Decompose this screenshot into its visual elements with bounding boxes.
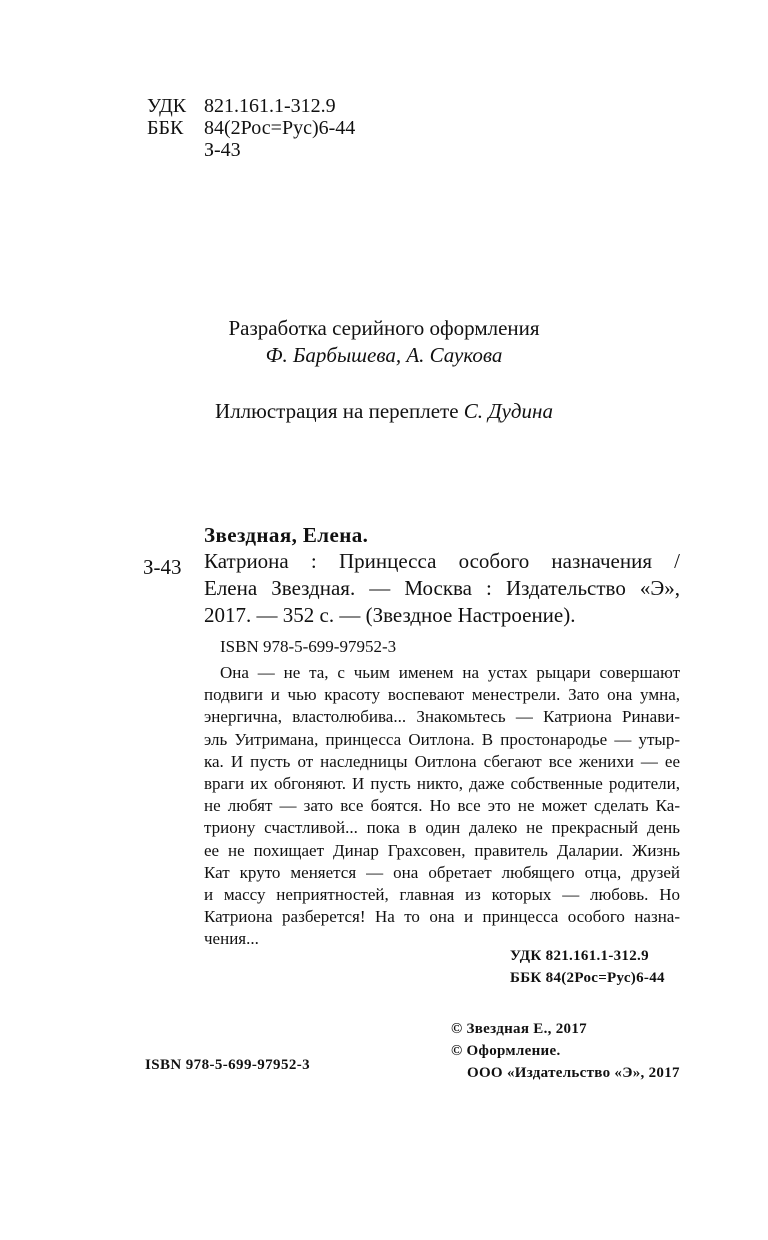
author-mark: З-43 xyxy=(143,555,182,579)
annotation-line: Катриона разберется! На то она и принцесса особого назна- xyxy=(204,907,680,927)
bottom-udk: УДК 821.161.1-312.9 xyxy=(510,948,649,964)
biblio-line: Елена Звездная. — Москва : Издательство «Э», xyxy=(204,576,680,600)
biblio-line: 2017. — 352 с. — (Звездное Настроение). xyxy=(204,603,576,627)
annotation-line: ка. И пусть от наследницы Оитлона сбегают все женихи — ее xyxy=(204,751,680,771)
isbn-footer: ISBN 978-5-699-97952-3 xyxy=(145,1057,311,1073)
udk-label: УДК xyxy=(147,95,187,117)
annotation-line: ее не похищает Динар Грахсовен, правитель Даларии. Жизнь xyxy=(204,840,680,860)
illustration-credit xyxy=(0,398,768,425)
biblio-line: Катриона : Принцесса особого назначения / xyxy=(204,549,680,573)
author-mark-row xyxy=(147,139,355,161)
annotation-line: чения... xyxy=(204,929,259,949)
annotation-line: энергична, властолюбива... Знакомьтесь — Катриона Ринави- xyxy=(204,707,680,727)
annotation-line: триону счастливой... пока в один далеко не прекрасный день xyxy=(204,818,680,838)
annotation-line: враги их обгоняют. И пусть никто, даже собственные родители, xyxy=(204,774,680,794)
annotation-line: подвиги и чью красоту воспевают менестрели. Зато она умна, xyxy=(204,685,680,705)
annotation-line: и массу неприятностей, главная из которых — любовь. Но xyxy=(204,885,680,905)
bbk-row xyxy=(147,117,355,139)
series-design-label: Разработка серийного оформления xyxy=(228,316,540,340)
illustration-author: С. Дудина xyxy=(463,399,553,423)
annotation-line: Кат круто меняется — она обретает любящего отца, друзей xyxy=(204,862,680,882)
series-design-authors: Ф. Барбышева, А. Саукова xyxy=(265,343,503,367)
bbk-label: ББК xyxy=(147,117,184,139)
copyright-block xyxy=(451,1018,680,1084)
credits-block xyxy=(0,315,768,425)
udk-code: 821.161.1-312.9 xyxy=(204,95,336,117)
illustration-label: Иллюстрация на переплете xyxy=(215,399,459,423)
annotation-line: Она — не та, с чьим именем на устах рыцари совершают xyxy=(220,663,680,682)
bbk-code: 84(2Рос=Рус)6-44 xyxy=(204,117,356,139)
bibliographic-description xyxy=(204,548,680,629)
bottom-bbk: ББК 84(2Рос=Рус)6-44 xyxy=(510,970,665,986)
copyright-author: © Звездная Е., 2017 xyxy=(451,1021,587,1037)
author-heading: Звездная, Елена. xyxy=(204,523,369,547)
udk-row xyxy=(147,95,355,117)
bottom-classification xyxy=(510,945,665,989)
annotation-line: не любят — зато все боятся. Но все это не может сделать Ка- xyxy=(204,796,680,816)
annotation xyxy=(204,662,680,951)
author-mark-top: З-43 xyxy=(204,139,241,161)
classification-block xyxy=(147,95,355,161)
annotation-line: эль Уитримана, принцесса Оитлона. В простонародье — утыр- xyxy=(204,729,680,749)
copyright-publisher: ООО «Издательство «Э», 2017 xyxy=(467,1065,680,1081)
copyright-design: © Оформление. xyxy=(451,1043,561,1059)
isbn-record: ISBN 978-5-699-97952-3 xyxy=(220,637,397,656)
